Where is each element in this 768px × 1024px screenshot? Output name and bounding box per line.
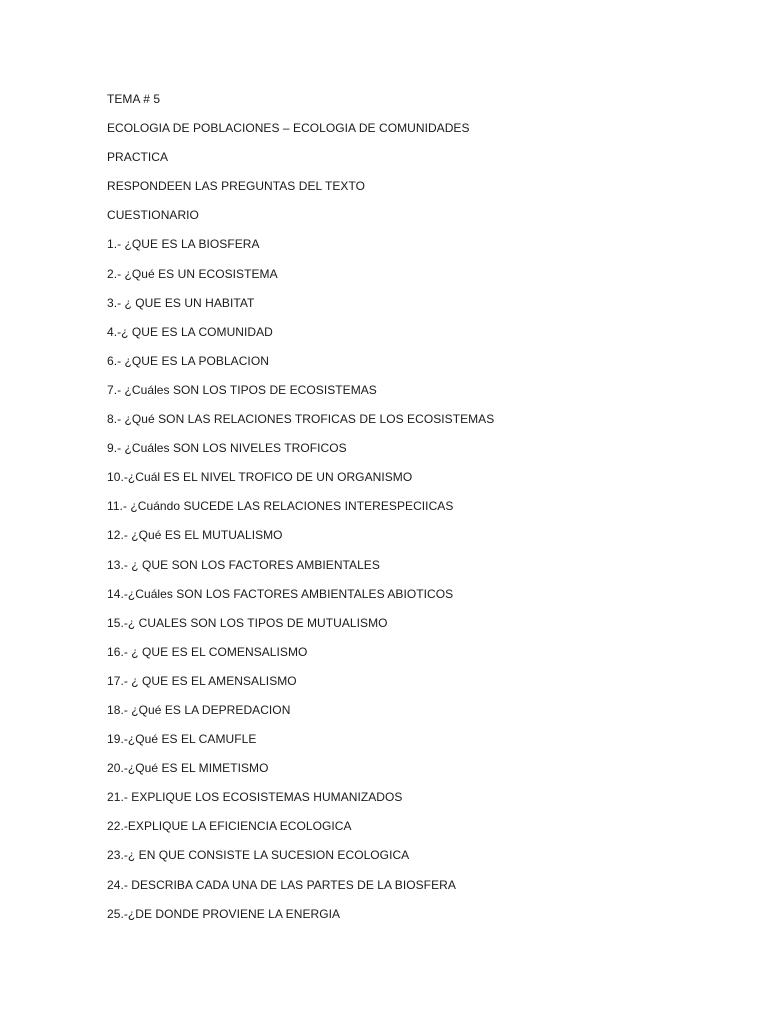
activity-label: PRACTICA <box>107 150 169 165</box>
question-item: 21.- EXPLIQUE LOS ECOSISTEMAS HUMANIZADOS <box>107 790 403 805</box>
question-item: 7.- ¿Cuáles SON LOS TIPOS DE ECOSISTEMAS <box>107 382 377 397</box>
question-item: 11.- ¿Cuándo SUCEDE LAS RELACIONES INTERESPECIICAS <box>107 499 454 514</box>
question-item: 6.- ¿QUE ES LA POBLACION <box>107 353 269 368</box>
topic-heading: TEMA # 5 <box>107 92 161 106</box>
question-item: 19.-¿Qué ES EL CAMUFLE <box>107 732 257 747</box>
question-item: 15.-¿ CUALES SON LOS TIPOS DE MUTUALISMO <box>107 615 388 630</box>
instruction-text: RESPONDEEN LAS PREGUNTAS DEL TEXTO <box>107 179 365 194</box>
subject-heading: ECOLOGIA DE POBLACIONES – ECOLOGIA DE COMUNIDADES <box>107 121 470 136</box>
question-item: 17.- ¿ QUE ES EL AMENSALISMO <box>107 673 297 688</box>
question-item: 12.- ¿Qué ES EL MUTUALISMO <box>107 528 283 543</box>
question-item: 2.- ¿Qué ES UN ECOSISTEMA <box>107 266 278 281</box>
question-item: 13.- ¿ QUE SON LOS FACTORES AMBIENTALES <box>107 557 380 572</box>
question-item: 23.-¿ EN QUE CONSISTE LA SUCESION ECOLOGICA <box>107 848 410 863</box>
question-item: 10.-¿Cuál ES EL NIVEL TROFICO DE UN ORGANISMO <box>107 470 413 485</box>
question-item: 24.- DESCRIBA CADA UNA DE LAS PARTES DE LA BIOSFERA <box>107 877 456 892</box>
section-heading: CUESTIONARIO <box>107 208 199 223</box>
question-item: 3.- ¿ QUE ES UN HABITAT <box>107 295 255 310</box>
question-item: 25.-¿DE DONDE PROVIENE LA ENERGIA <box>107 906 341 921</box>
question-item: 16.- ¿ QUE ES EL COMENSALISMO <box>107 644 308 659</box>
document-body <box>107 92 727 936</box>
question-item: 22.-EXPLIQUE LA EFICIENCIA ECOLOGICA <box>107 819 352 834</box>
question-item: 9.- ¿Cuáles SON LOS NIVELES TROFICOS <box>107 441 347 456</box>
question-item: 20.-¿Qué ES EL MIMETISMO <box>107 761 269 776</box>
question-item: 18.- ¿Qué ES LA DEPREDACION <box>107 702 291 717</box>
question-item: 4.-¿ QUE ES LA COMUNIDAD <box>107 324 273 339</box>
question-item: 1.- ¿QUE ES LA BIOSFERA <box>107 237 260 252</box>
question-list <box>107 237 727 921</box>
question-item: 8.- ¿Qué SON LAS RELACIONES TROFICAS DE LOS ECOSISTEMAS <box>107 412 495 427</box>
question-item: 14.-¿Cuáles SON LOS FACTORES AMBIENTALES ABIOTICOS <box>107 586 454 601</box>
